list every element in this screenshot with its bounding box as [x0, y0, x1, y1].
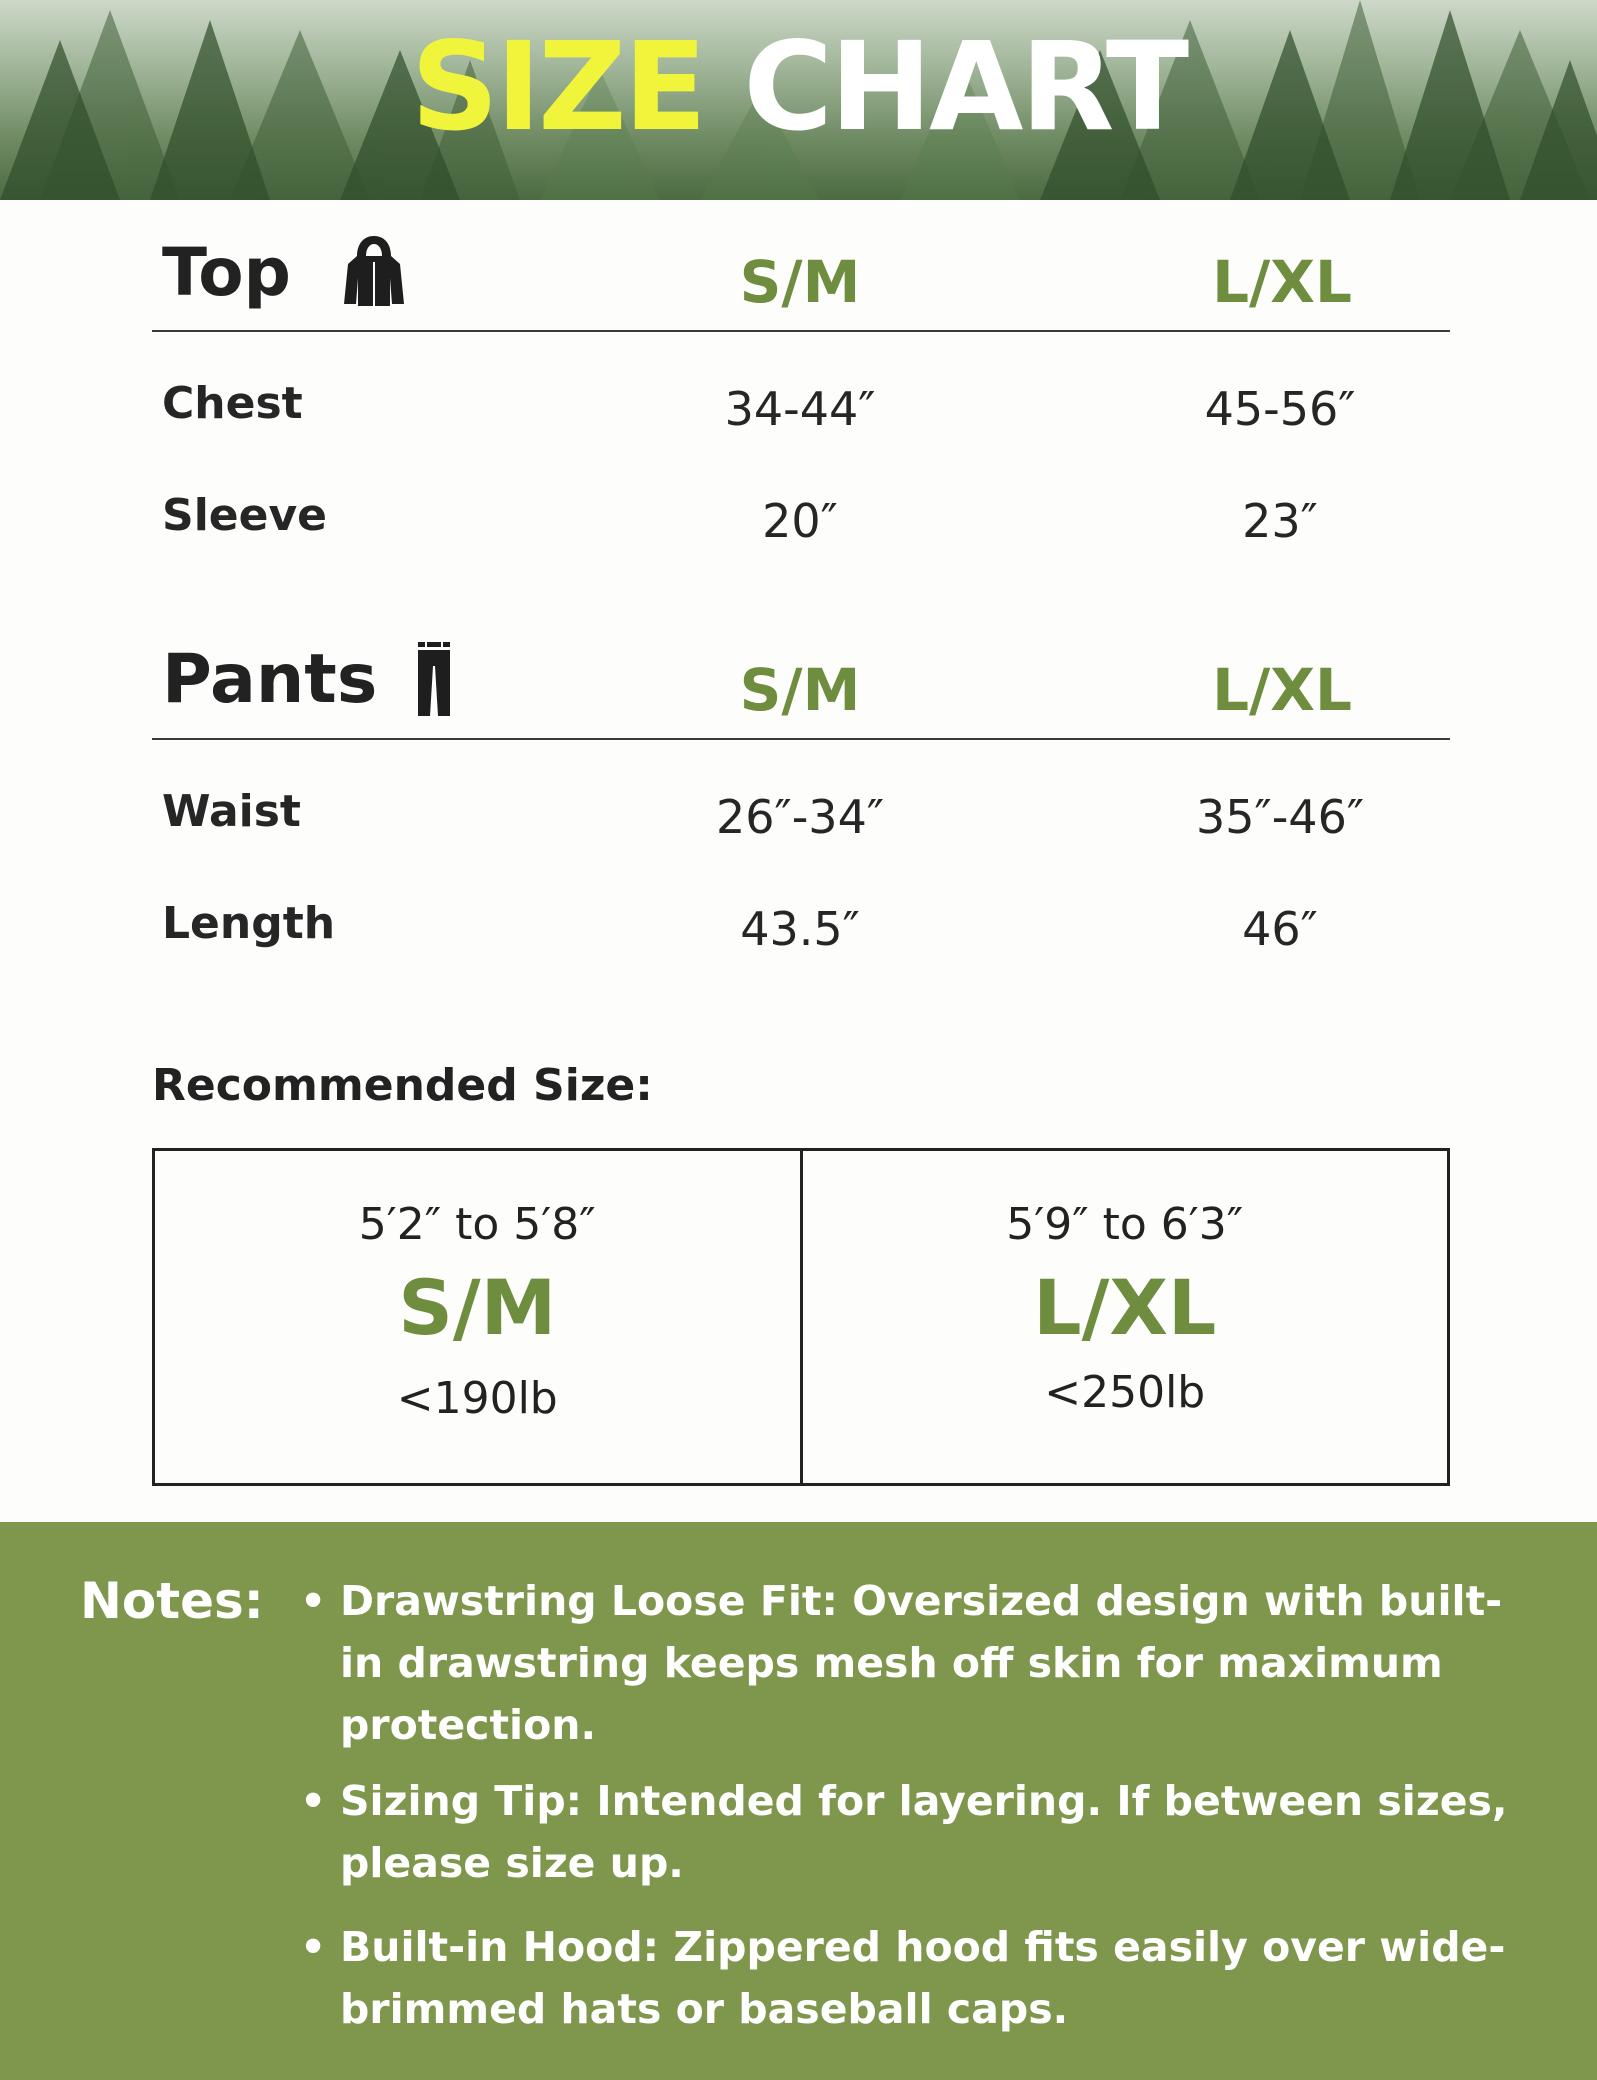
note-text-hood: Built-in Hood: Zippered hood fits easily over wide-brimmed hats or baseball caps. — [340, 1923, 1506, 2033]
length-lxl-value: 46″ — [1242, 902, 1318, 956]
recommended-weight-sm: <190lb — [396, 1373, 558, 1424]
row-label-waist: Waist — [162, 786, 301, 837]
pants-col-lxl: L/XL — [1212, 656, 1352, 724]
chest-lxl-value: 45-56″ — [1204, 382, 1356, 436]
top-col-sm: S/M — [739, 248, 861, 316]
recommended-weight-lxl: <250lb — [1044, 1367, 1206, 1418]
length-sm-value: 43.5″ — [740, 902, 860, 956]
sleeve-lxl-value: 23″ — [1242, 494, 1318, 548]
note-item — [300, 1916, 1540, 2040]
page-title — [0, 16, 1597, 158]
pants-icon — [414, 642, 454, 718]
notes-panel — [0, 1522, 1597, 2080]
recommended-height-sm: 5′2″ to 5′8″ — [358, 1199, 596, 1250]
bullet-icon: • — [300, 1577, 327, 1625]
pants-section-title: Pants — [162, 640, 378, 719]
recommended-size-title: Recommended Size: — [152, 1060, 653, 1111]
pants-table-header — [152, 620, 1450, 740]
forest-banner — [0, 0, 1597, 200]
bullet-icon: • — [300, 1777, 327, 1825]
row-label-length: Length — [162, 898, 336, 949]
row-label-sleeve: Sleeve — [162, 490, 327, 541]
waist-sm-value: 26″-34″ — [715, 790, 885, 844]
sleeve-sm-value: 20″ — [762, 494, 838, 548]
hoodie-icon — [342, 234, 406, 308]
notes-label: Notes: — [80, 1572, 264, 1630]
title-word-size: SIZE — [410, 16, 704, 158]
recommended-size-box — [152, 1148, 1450, 1486]
top-col-lxl: L/XL — [1212, 248, 1352, 316]
chest-sm-value: 34-44″ — [724, 382, 876, 436]
note-item — [300, 1570, 1540, 1756]
row-label-chest: Chest — [162, 378, 303, 429]
bullet-icon: • — [300, 1923, 327, 1971]
pants-col-sm: S/M — [739, 656, 861, 724]
top-section-title: Top — [162, 234, 291, 311]
note-text-sizing-tip: Sizing Tip: Intended for layering. If between sizes, please size up. — [340, 1777, 1508, 1887]
recommended-size-lxl: L/XL — [1033, 1263, 1217, 1352]
note-text-drawstring: Drawstring Loose Fit: Oversized design with built-in drawstring keeps mesh off skin for maximum protection. — [340, 1577, 1503, 1749]
recommended-height-lxl: 5′9″ to 6′3″ — [1006, 1199, 1244, 1250]
top-table-header — [152, 212, 1450, 332]
recommended-option-lxl — [800, 1151, 1448, 1483]
title-word-chart: CHART — [743, 16, 1187, 158]
waist-lxl-value: 35″-46″ — [1195, 790, 1365, 844]
recommended-size-sm: S/M — [398, 1263, 557, 1352]
note-item — [300, 1770, 1540, 1894]
recommended-option-sm — [155, 1151, 800, 1483]
